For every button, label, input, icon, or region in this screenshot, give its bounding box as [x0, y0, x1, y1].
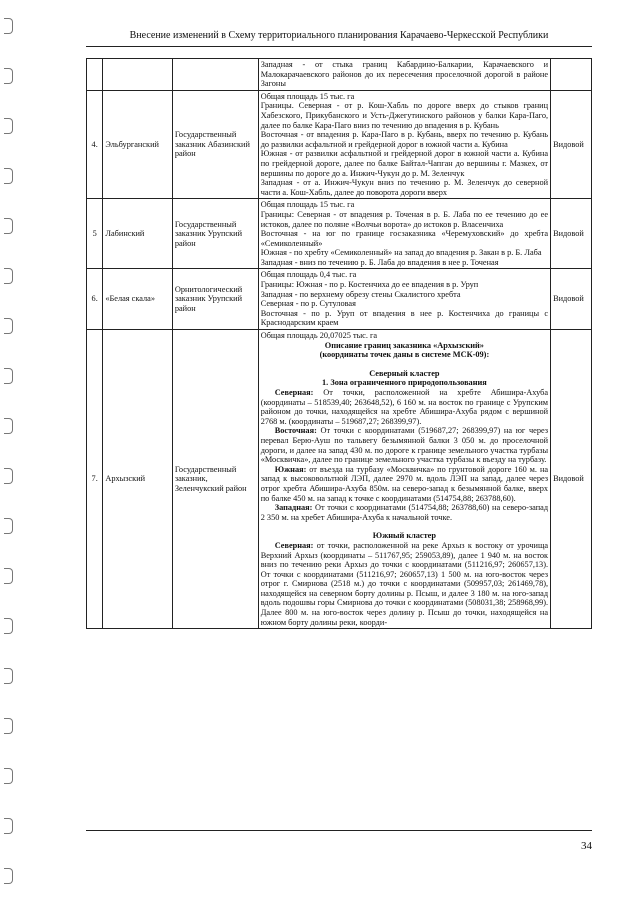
- binder-ring-icon: [4, 18, 13, 34]
- paragraph-text: от точки, расположенной на реке Архыз к востоку от урочища Верхний Архыз (координаты – 511767,95; 259053,89), далее 1 940 м. на восток вниз по течению реки Архыз до точки с координатами (511216,97; 260657,13). От точки с координатами (511216,97; 260657,13) 1 500 м. на юго-восток через отрог г. Смирнова (2518 м.) до точки с координатами (509957,03; 261469,78), находящейся на северном борту долины р. Псыш, и далее 3 180 м. на юго-запад вдоль подошвы горы Смирнова до точки с координатами (508031,38; 258968,99). Далее 800 м. на юго-восток через долину р. Псыш до точки, находящейся на южном борту долины реки, коорди-: [260, 540, 549, 627]
- reserve-name: Архызский: [103, 330, 173, 629]
- row-number: 5: [87, 199, 103, 269]
- binder-ring-icon: [4, 118, 13, 134]
- desc-line: Южная - по хребту «Семиколенный» на запад до впадения р. Закан в р. Б. Лаба: [260, 248, 542, 258]
- paragraph-label: Северная:: [274, 388, 314, 397]
- binder-ring-icon: [4, 718, 13, 734]
- reserve-category: Государственный заказник, Зеленчукский район: [172, 330, 258, 629]
- table-row: [87, 269, 592, 330]
- binder-ring-icon: [4, 318, 13, 334]
- page-number: 34: [581, 840, 592, 852]
- row-number: [87, 59, 103, 91]
- binder-ring-icon: [4, 268, 13, 284]
- desc-line: Северная - по р. Сутуловая: [260, 299, 356, 309]
- table-row: [87, 199, 592, 269]
- table-row: [87, 330, 592, 629]
- binder-ring-icon: [4, 518, 13, 534]
- desc-line: Восточная - от впадения р. Кара-Паго в р. Кубань, вверх по течению р. Кубань до развилки асфальтной и грейдерной дорог в южной части а. Кубина: [260, 130, 549, 149]
- reserve-type: Видовой: [551, 90, 592, 199]
- desc-line: Южная - от развилки асфальтной и грейдерной дорог в южной части а. Кубина по грейдерной дороге, далее по балке Байтал-Чапган до вершины г. Мазкех, от вершины по дороге до а. Инжич-Чукун до р. М. Зеленчук: [260, 149, 549, 178]
- reserve-type: [551, 59, 592, 91]
- reserve-name: [103, 59, 173, 91]
- desc-line: Западная - вниз по течению р. Б. Лаба до впадения в нее р. Точеная: [260, 257, 499, 267]
- binder-ring-icon: [4, 768, 13, 784]
- paragraph-text: От точки с координатами (519687,27; 268399,97) на юг через перевал Берю-Ауш по тальвегу безымянной балки 3 050 м. до проселочной дороги, и далее на запад 430 м. по дороге к границе земельного участка турбазы «Москвичка», далее по границе земельного участка турбазы к въезду на турбазу.: [260, 426, 549, 465]
- boundary-description: [258, 199, 550, 269]
- desc-line: Границы: Южная - по р. Костенчиха до ее впадения в р. Уруп: [260, 280, 479, 290]
- boundary-paragraph: [261, 541, 548, 627]
- binder-ring-icon: [4, 68, 13, 84]
- spacer: [261, 522, 548, 531]
- paragraph-text: от въезда на турбазу «Москвичка» по грунтовой дороге 160 м. на запад к высоковольтной ЛЭП, далее 2970 м. вдоль ЛЭП на запад, далее через отрог хребта Абишира-Ахуба 850м. на северо-запад к безымянной балке, вверх по балке 450 м. на запад к точке с координатами (514754,88; 263788,60).: [260, 464, 549, 503]
- table-row: [87, 59, 592, 91]
- binder-ring-icon: [4, 618, 13, 634]
- reserves-table: [86, 58, 592, 629]
- cluster-heading-north: Северный кластер: [369, 368, 440, 378]
- row-number: 6.: [87, 269, 103, 330]
- spacer: [261, 360, 548, 369]
- reserve-name: Лабинский: [103, 199, 173, 269]
- binder-ring-icon: [4, 418, 13, 434]
- desc-line: Восточная - на юг по границе госзаказника «Черемуховский» до хребта «Семиколенный»: [260, 229, 549, 248]
- boundary-paragraph: [261, 465, 548, 503]
- paragraph-text: От точки с координатами (514754,88; 263788,60) на северо-запад 2 350 м. на хребет Абишира-Ахуба к начальной точке.: [260, 503, 549, 522]
- reserve-name: Эльбурганский: [103, 90, 173, 199]
- binder-ring-icon: [4, 568, 13, 584]
- binder-ring-icon: [4, 818, 13, 834]
- section-subheading: (координаты точек даны в системе МСК-09):: [319, 350, 490, 360]
- binder-ring-icon: [4, 168, 13, 184]
- cluster-heading-south: Южный кластер: [372, 531, 436, 541]
- reserve-category: Государственный заказник Урупский район: [172, 199, 258, 269]
- binder-holes: [0, 0, 14, 905]
- page-header: Внесение изменений в Схему территориального планирования Карачаево-Черкесской Республики: [129, 30, 549, 41]
- area-line: Общая площадь 20,07025 тыс. га: [260, 331, 378, 341]
- footer-divider: [86, 830, 592, 831]
- desc-line: Общая площадь 15 тыс. га: [260, 200, 355, 210]
- row-number: 7.: [87, 330, 103, 629]
- desc-line: Западная - от а. Инжич-Чукун вниз по течению р. М. Зеленчук до северной части а. Кош-Хабль, далее до поворота дороги вверх: [260, 178, 549, 197]
- desc-line: Общая площадь 15 тыс. га: [260, 91, 355, 101]
- binder-ring-icon: [4, 668, 13, 684]
- desc-line: Границы: Северная - от впадения р. Точеная в р. Б. Лаба по ее течению до ее истоков, далее по поляне «Волчьи ворота» до истоков р. Власенчиха: [260, 209, 549, 229]
- binder-ring-icon: [4, 868, 13, 884]
- reserve-type: Видовой: [551, 330, 592, 629]
- boundary-description: [258, 269, 550, 330]
- paragraph-label: Восточная:: [274, 426, 317, 436]
- reserve-type: Видовой: [551, 269, 592, 330]
- binder-ring-icon: [4, 218, 13, 234]
- paragraph-label: Южная:: [274, 464, 307, 474]
- desc-line: Западная - от стыка границ Кабардино-Балкарии, Карачаевского и Малокарачаевского районов до их пересечения проселочной дорогой в районе Загоны: [260, 60, 549, 89]
- desc-line: Общая площадь 0,4 тыс. га: [260, 270, 357, 280]
- boundary-paragraph: [261, 388, 548, 426]
- section-heading: Описание границ заказника «Архызский»: [324, 340, 484, 350]
- boundary-paragraph: [261, 503, 548, 522]
- desc-line: Западная - по верхнему обрезу стены Скалистого хребта: [260, 289, 461, 299]
- reserve-name: «Белая скала»: [103, 269, 173, 330]
- desc-line: Восточная - по р. Уруп от впадения в нее р. Костенчиха до границы с Краснодарским краем: [260, 308, 549, 328]
- binder-ring-icon: [4, 368, 13, 384]
- boundary-paragraph: [261, 426, 548, 464]
- reserve-category: Государственный заказник Абазинский район: [172, 90, 258, 199]
- paragraph-label: Северная:: [274, 540, 314, 550]
- boundary-description: [258, 90, 550, 199]
- zone-heading: 1. Зона ограниченного природопользования: [322, 378, 487, 388]
- reserve-type: Видовой: [551, 199, 592, 269]
- reserve-category: [172, 59, 258, 91]
- row-number: 4.: [87, 90, 103, 199]
- reserve-category: Орнитологический заказник Урупский район: [172, 269, 258, 330]
- binder-ring-icon: [4, 468, 13, 484]
- desc-line: Границы. Северная - от р. Кош-Хабль по дороге вверх до стыков границ Хабезского, Прикубанского и Усть-Джегутинского районов у балки Кара-Паго, далее по балке Кара-Паго вниз по течению до впадения в р. Кубань: [260, 101, 549, 130]
- paragraph-text: От точки, расположенной на хребте Абишира-Ахуба (координаты – 518539,40; 263648,52), 6 160 м. на восток по границе с Урупским районом до точки, находящейся на хребте Абишира-Ахуба рядом с вершиной 2768 м. (координаты – 519687,27; 268399,97).: [260, 388, 549, 426]
- boundary-description: [258, 59, 550, 91]
- boundary-description: [258, 330, 550, 629]
- header-divider: [86, 46, 592, 47]
- paragraph-label: Западная:: [274, 503, 313, 513]
- table-row: [87, 90, 592, 199]
